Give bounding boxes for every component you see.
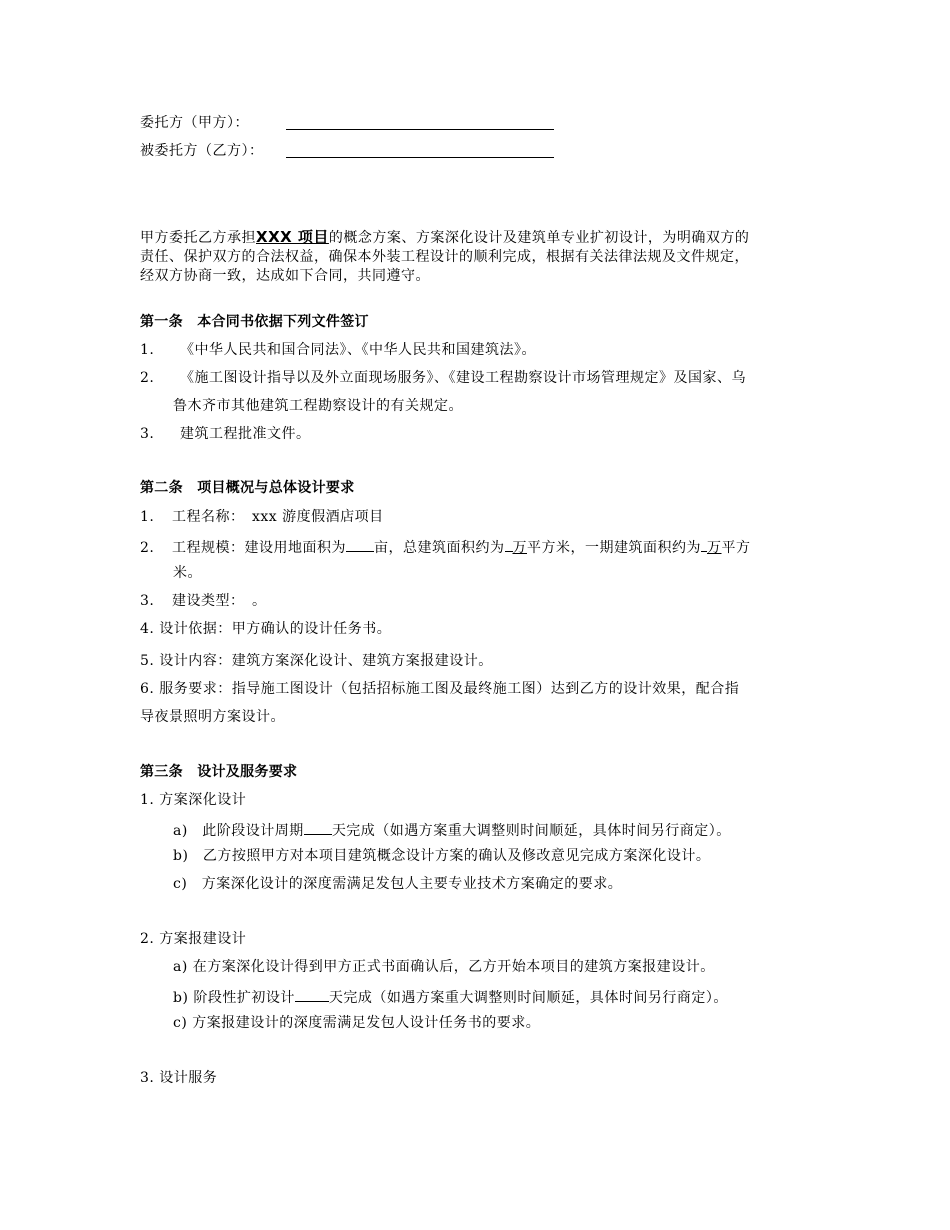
contractor-label: 被委托方（乙方）：: [140, 143, 264, 159]
intro-line-1: [140, 227, 749, 248]
period-text-post: 天完成（如遇方案重大调整则时间顺延，具体时间另行商定）。: [331, 823, 731, 839]
contractor-signature-line: [286, 157, 554, 158]
list-text: 工程名称： xxx 游度假酒店项目: [172, 509, 384, 525]
article-2-item-3: [140, 591, 267, 611]
scale-text-d: 平方米，一期建筑面积约为: [527, 540, 701, 556]
article-3-section-1-c: c) 方案深化设计的深度需满足发包人主要专业技术方案确定的要求。: [173, 876, 623, 892]
article-1-item-2-cont: 鲁木齐市其他建筑工程勘察设计的有关规定。: [173, 398, 463, 414]
article-2-item-4: 4. 设计依据：甲方确认的设计任务书。: [140, 621, 392, 637]
list-number: 1.: [140, 342, 155, 358]
list-number: 3.: [140, 426, 155, 442]
article-2-item-2: [140, 535, 751, 558]
article-2-item-5: 5. 设计内容：建筑方案深化设计、建筑方案报建设计。: [140, 653, 493, 669]
article-1-title: 第一条 本合同书依据下列文件签订: [140, 314, 369, 330]
article-1-item-3: [140, 424, 311, 444]
total-area-unit: 万: [512, 540, 527, 556]
article-3-section-2-a: a) 在方案深化设计得到甲方正式书面确认后，乙方开始本项目的建筑方案报建设计。: [173, 959, 715, 975]
article-2-item-2-cont: 米。: [173, 565, 202, 581]
list-text: 建筑工程批准文件。: [180, 426, 311, 442]
article-2-item-1: [140, 507, 384, 527]
intro-text-pre: 甲方委托乙方承担: [140, 230, 256, 246]
project-name: XXX 项目: [256, 228, 329, 246]
list-number: 2.: [140, 370, 155, 386]
article-3-section-1-a: [173, 818, 731, 841]
list-text: 建设类型： 。: [172, 593, 267, 609]
period-text-pre: a) 此阶段设计周期: [173, 823, 304, 839]
article-2-item-6: 6. 服务要求：指导施工图设计（包括招标施工图及最终施工图）达到乙方的设计效果，配合指: [140, 681, 740, 697]
phase-area-unit: 万: [707, 540, 722, 556]
article-3-section-3-title: 3. 设计服务: [140, 1070, 218, 1086]
prelim-days-blank: [295, 985, 329, 1002]
list-text: 《施工图设计指导以及外立面现场服务》、《建设工程勘察设计市场管理规定》及国家、乌: [180, 370, 746, 386]
land-area-blank: [346, 535, 374, 552]
scale-text-b: 亩，总建筑面积约为: [374, 540, 505, 556]
article-3-section-2-title: 2. 方案报建设计: [140, 931, 247, 947]
article-3-section-2-b: [173, 985, 728, 1008]
article-3-section-2-c: c) 方案报建设计的深度需满足发包人设计任务书的要求。: [173, 1015, 541, 1031]
intro-line-3: 经双方协商一致，达成如下合同，共同遵守。: [140, 268, 430, 284]
intro-line-2: 责任、保护双方的合法权益，确保本外装工程设计的顺利完成，根据有关法律法规及文件规定，: [140, 249, 749, 265]
article-3-section-1-title: 1. 方案深化设计: [140, 792, 247, 808]
article-2-title: 第二条 项目概况与总体设计要求: [140, 480, 355, 496]
client-party-row: [140, 113, 249, 133]
list-text: 《中华人民共和国合同法》、《中华人民共和国建筑法》。: [180, 342, 536, 358]
client-label: 委托方（甲方）：: [140, 115, 249, 131]
period-days-blank: [304, 818, 332, 835]
client-signature-line: [286, 129, 554, 130]
intro-text-post: 的概念方案、方案深化设计及建筑单专业扩初设计，为明确双方的: [328, 230, 750, 246]
list-number: 3.: [140, 593, 155, 609]
prelim-text-pre: b) 阶段性扩初设计: [173, 990, 295, 1006]
list-number: 2.: [140, 540, 155, 556]
prelim-text-post: 天完成（如遇方案重大调整则时间顺延，具体时间另行商定）。: [328, 990, 728, 1006]
scale-text-f: 平方: [721, 540, 751, 556]
article-3-section-1-b: b) 乙方按照甲方对本项目建筑概念设计方案的确认及修改意见完成方案深化设计。: [173, 848, 711, 864]
article-3-title: 第三条 设计及服务要求: [140, 764, 298, 780]
scale-text-a: 工程规模：建设用地面积为: [172, 540, 346, 556]
article-1-item-1: [140, 340, 536, 360]
total-area-blank-pre: [505, 535, 513, 552]
article-2-item-6-cont: 导夜景照明方案设计。: [140, 709, 285, 725]
list-number: 1.: [140, 509, 155, 525]
contractor-party-row: [140, 141, 264, 161]
article-1-item-2: [140, 368, 746, 388]
